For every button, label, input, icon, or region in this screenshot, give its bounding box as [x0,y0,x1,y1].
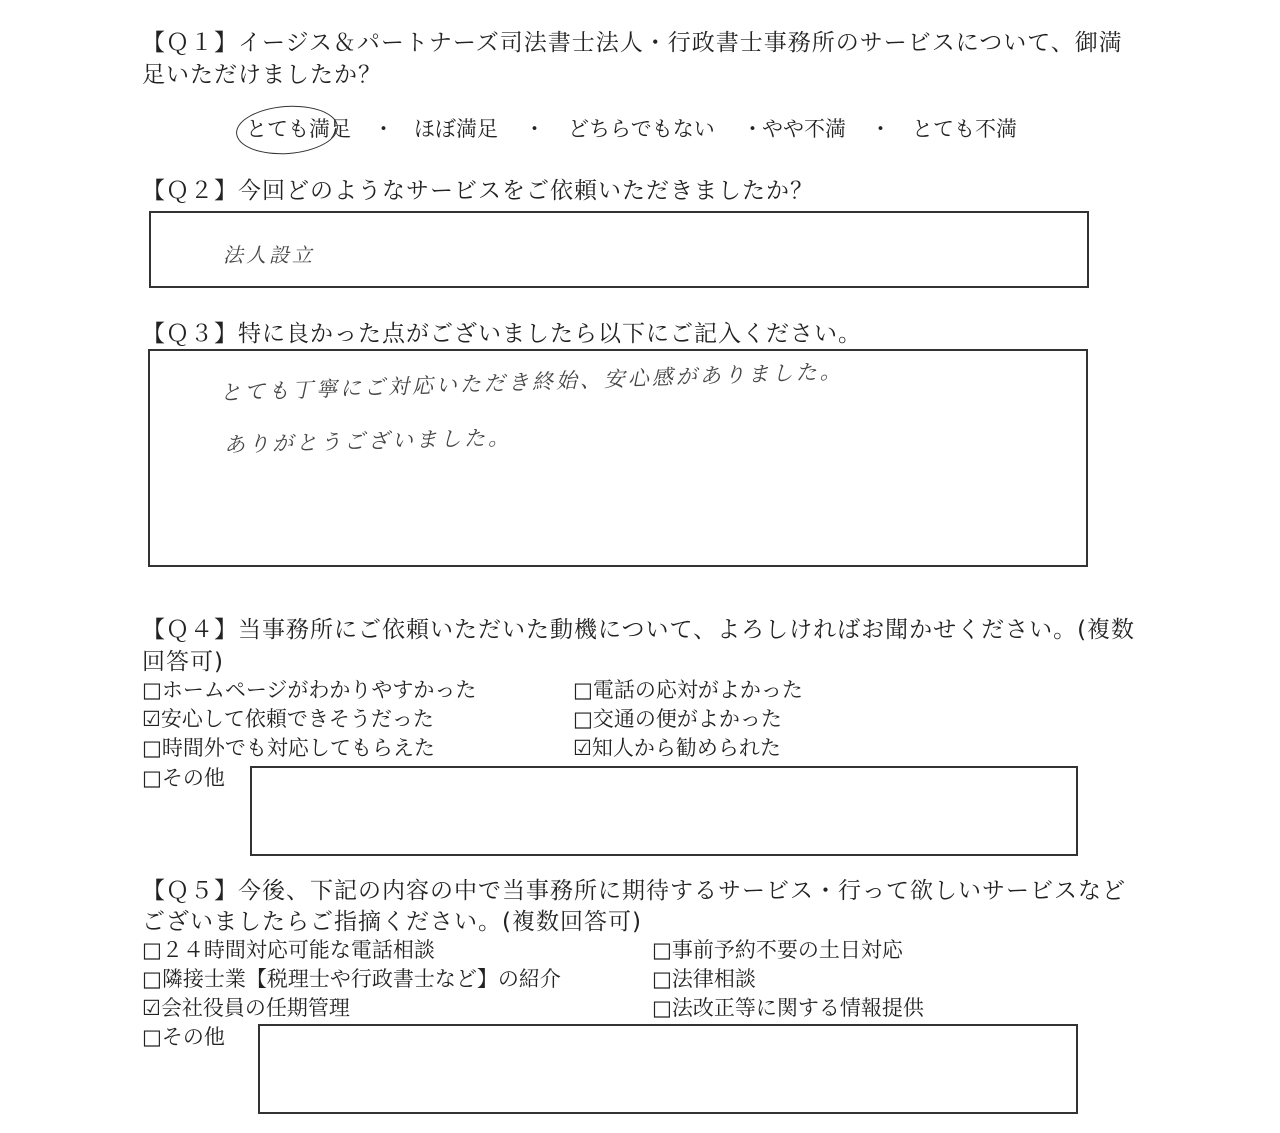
q4-option-transport[interactable] [573,703,782,733]
option-label: その他 [161,1025,225,1049]
option-label: 時間外でも対応してもらえた [161,736,435,760]
option-separator: ・ [870,117,891,141]
option-label: ２４時間対応可能な電話相談 [161,938,435,962]
checkbox[interactable]: □ [573,707,593,731]
q2-answer-text: 法人設立 [223,243,315,267]
option-label: 隣接士業【税理士や行政書士など】の紹介 [161,967,561,991]
q1-option-very-dissatisfied[interactable]: とても不満 [912,117,1017,141]
q4-option-after-hours[interactable] [142,732,435,762]
q1-question-line2: 足いただけましたか？ [142,62,382,88]
checkbox-checked[interactable]: ☑ [573,736,592,760]
q5-question-line2: ございましたらご指摘ください。(複数回答可) [142,909,642,935]
checkbox[interactable]: □ [573,678,593,702]
q4-option-reassuring[interactable] [142,703,434,733]
checkbox[interactable]: □ [652,996,672,1020]
option-label: 法律相談 [671,967,756,991]
q4-other-box[interactable] [250,766,1078,856]
q5-option-officer-term[interactable] [142,992,350,1022]
q5-option-weekend[interactable] [652,934,903,964]
q4-option-homepage[interactable] [142,674,476,704]
option-separator: ・ [373,117,394,141]
checkbox[interactable]: □ [142,967,162,991]
checkbox-checked[interactable]: ☑ [142,707,161,731]
option-label: 電話の応対がよかった [592,678,803,702]
q4-option-other[interactable] [142,762,225,792]
q4-option-referral[interactable] [573,732,781,762]
option-separator: ・ [524,117,545,141]
q4-option-phone-response[interactable] [573,674,803,704]
option-label: 交通の便がよかった [592,707,782,731]
q2-question: 【Ｑ２】今回どのようなサービスをご依頼いただきましたか？ [142,178,814,204]
q4-question-line1: 【Ｑ４】当事務所にご依頼いただいた動機について、よろしければお聞かせください。(複数 [142,617,1136,643]
q1-option-somewhat-dissatisfied[interactable]: やや不満 [762,117,846,141]
q5-option-legal-consult[interactable] [652,963,756,993]
option-label: 事前予約不要の土日対応 [671,938,903,962]
checkbox[interactable]: □ [142,938,162,962]
q1-option-mostly-satisfied[interactable]: ほぼ満足 [414,117,498,141]
q5-question-line1: 【Ｑ５】今後、下記の内容の中で当事務所に期待するサービス・行って欲しいサービスなど [142,878,1126,904]
q1-question-line1: 【Ｑ１】イージス＆パートナーズ司法書士法人・行政書士事務所のサービスについて、御満 [142,30,1123,56]
checkbox-checked[interactable]: ☑ [142,996,161,1020]
option-label: 法改正等に関する情報提供 [671,996,924,1020]
q5-other-box[interactable] [258,1024,1078,1114]
checkbox[interactable]: □ [142,766,162,790]
q4-question-line2: 回答可) [142,649,224,675]
option-label: その他 [161,766,225,790]
option-label: 会社役員の任期管理 [160,996,350,1020]
option-label: 知人から勧められた [591,736,781,760]
checkbox[interactable]: □ [652,938,672,962]
q5-option-law-updates[interactable] [652,992,924,1022]
q3-question: 【Ｑ３】特に良かった点がございましたら以下にご記入ください。 [142,321,862,347]
q5-option-other[interactable] [142,1021,225,1051]
q2-answer-box[interactable] [149,211,1089,288]
option-separator: ・ [742,117,763,141]
q5-option-referral-professionals[interactable] [142,963,561,993]
option-label: 安心して依頼できそうだった [160,707,434,731]
q3-answer-line2: ありがとうございました。 [223,425,513,457]
checkbox[interactable]: □ [142,736,162,760]
q5-option-24h-phone[interactable] [142,934,435,964]
q3-answer-line1: とても丁寧にご対応いただき終始、安心感がありました。 [219,359,845,405]
checkbox[interactable]: □ [652,967,672,991]
option-label: ホームページがわかりやすかった [161,678,477,702]
checkbox[interactable]: □ [142,678,162,702]
q3-answer-box[interactable] [148,349,1088,567]
q1-option-very-satisfied[interactable]: とても満足 [246,117,351,141]
q1-option-neutral[interactable]: どちらでもない [568,117,715,141]
checkbox[interactable]: □ [142,1025,162,1049]
